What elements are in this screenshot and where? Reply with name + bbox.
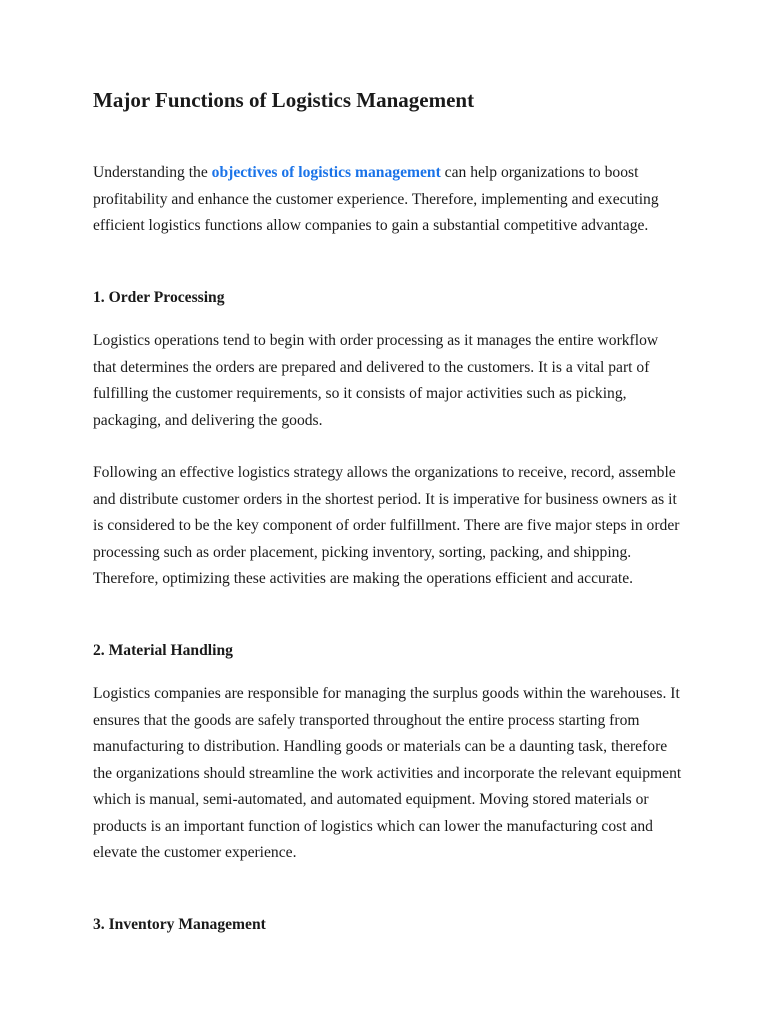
material-handling-paragraph: Logistics companies are responsible for managing the surplus goods within the warehouses. It ensures that the goods are safely transported throughout the entire process starting from manufacturing to distribution. Handling goods or materials can be a daunting task, therefore the organizations should streamline the work activities and incorporate the relevant equipment which is manual, semi-automated, and automated equipment. Moving stored materials or products is an important function of logistics which can lower the manufacturing cost and elevate the customer experience. bbox=[93, 685, 682, 861]
order-processing-paragraph-2: Following an effective logistics strategy allows the organizations to receive, record, assemble and distribute customer orders in the shortest period. It is imperative for business owners as it is considered to be the key component of order fulfillment. There are five major steps in order processing such as order placement, picking inventory, sorting, packing, and shipping. Therefore, optimizing these activities are making the operations efficient and accurate. bbox=[93, 464, 680, 587]
intro-text-before-link: Understanding the bbox=[93, 164, 212, 181]
order-processing-paragraph-1: Logistics operations tend to begin with order processing as it manages the entire workflow that determines the orders are prepared and delivered to the customers. It is a vital part of fulfilling the customer requirements, so it consists of major activities such as picking, packaging, and delivering the goods. bbox=[93, 332, 659, 429]
intro-text-after-link: can help organizations to boost profitability and enhance the customer experience. Therefore, implementing and executing efficient logistics functions allow companies to gain a substantial competitive advantage. bbox=[93, 164, 659, 234]
section-heading-order-processing: 1. Order Processing bbox=[93, 289, 225, 306]
section-heading-material-handling: 2. Material Handling bbox=[93, 642, 233, 659]
page-title: Major Functions of Logistics Management bbox=[93, 88, 475, 112]
intro-paragraph bbox=[93, 160, 683, 240]
section-heading-inventory-management: 3. Inventory Management bbox=[93, 916, 266, 933]
objectives-of-logistics-management-link[interactable]: objectives of logistics management bbox=[211, 164, 441, 181]
